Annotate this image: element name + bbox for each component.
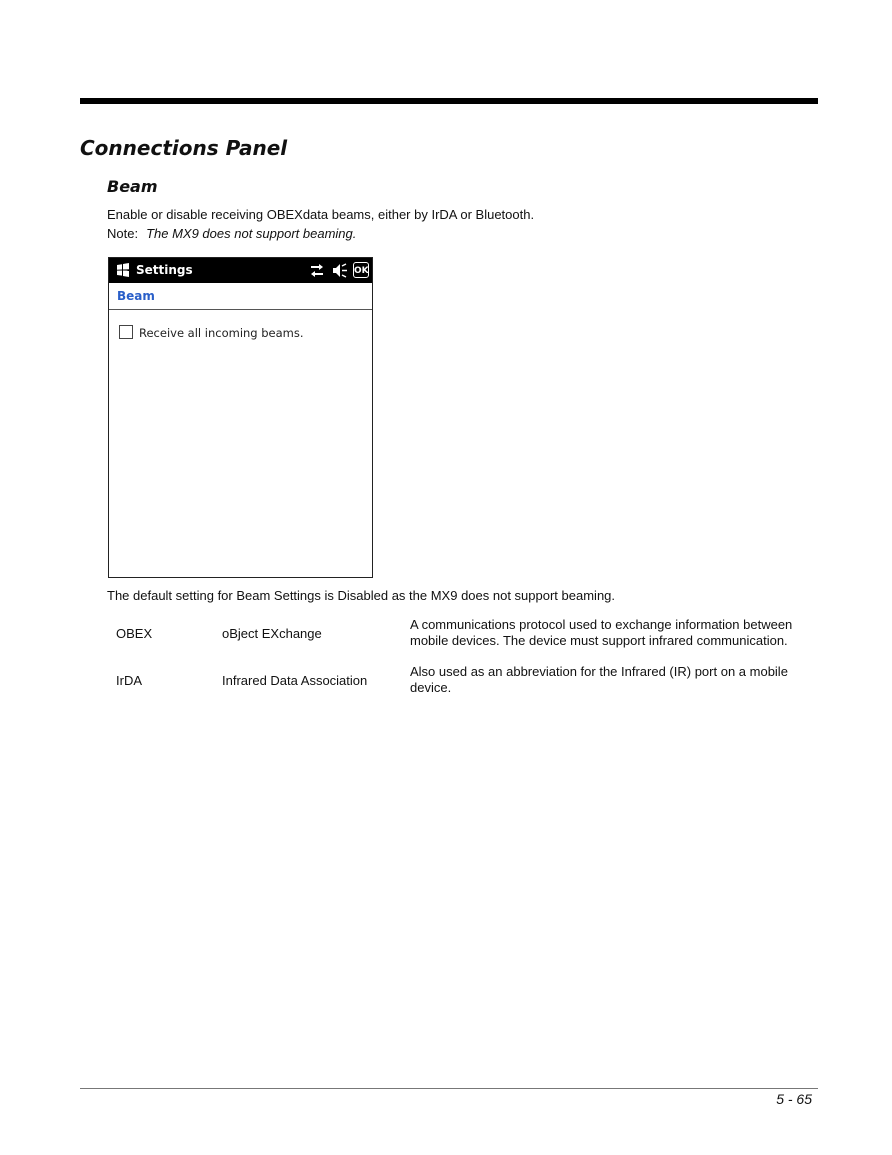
page-number: 5 - 65: [776, 1091, 812, 1107]
glossary-definition: A communications protocol used to exchange information between mobile devices. The device must support infrared communication.: [410, 617, 793, 648]
glossary-definition: Also used as an abbreviation for the Infrared (IR) port on a mobile device.: [410, 664, 788, 695]
volume-icon[interactable]: [331, 262, 349, 279]
note: [107, 226, 356, 241]
connectivity-icon[interactable]: [308, 262, 326, 279]
device-titlebar: [109, 258, 372, 283]
glossary-term: Infrared Data Association: [222, 673, 368, 688]
default-setting-text: The default setting for Beam Settings is Disabled as the MX9 does not support beaming.: [107, 588, 616, 603]
header-rule: [80, 98, 818, 104]
device-screenshot: [108, 257, 373, 578]
glossary-abbr: IrDA: [116, 673, 142, 688]
device-subtitle-bar: [109, 283, 372, 310]
glossary-term: oBject EXchange: [222, 626, 322, 641]
glossary-abbr: OBEX: [116, 626, 153, 641]
app-title: Settings: [136, 263, 193, 277]
intro-text: Enable or disable receiving OBEXdata beams, either by IrDA or Bluetooth.: [107, 207, 535, 222]
beam-heading: Beam: [107, 177, 158, 196]
footer-rule: [80, 1088, 818, 1089]
note-label: Note:: [107, 226, 139, 241]
section-title: Connections Panel: [80, 136, 288, 160]
windows-flag-icon[interactable]: [115, 262, 131, 278]
device-subtitle: Beam: [117, 289, 155, 303]
receive-beams-label[interactable]: Receive all incoming beams.: [139, 326, 304, 340]
note-body: The MX9 does not support beaming.: [146, 226, 357, 241]
receive-beams-checkbox[interactable]: [119, 325, 133, 339]
ok-button[interactable]: OK: [353, 262, 369, 278]
